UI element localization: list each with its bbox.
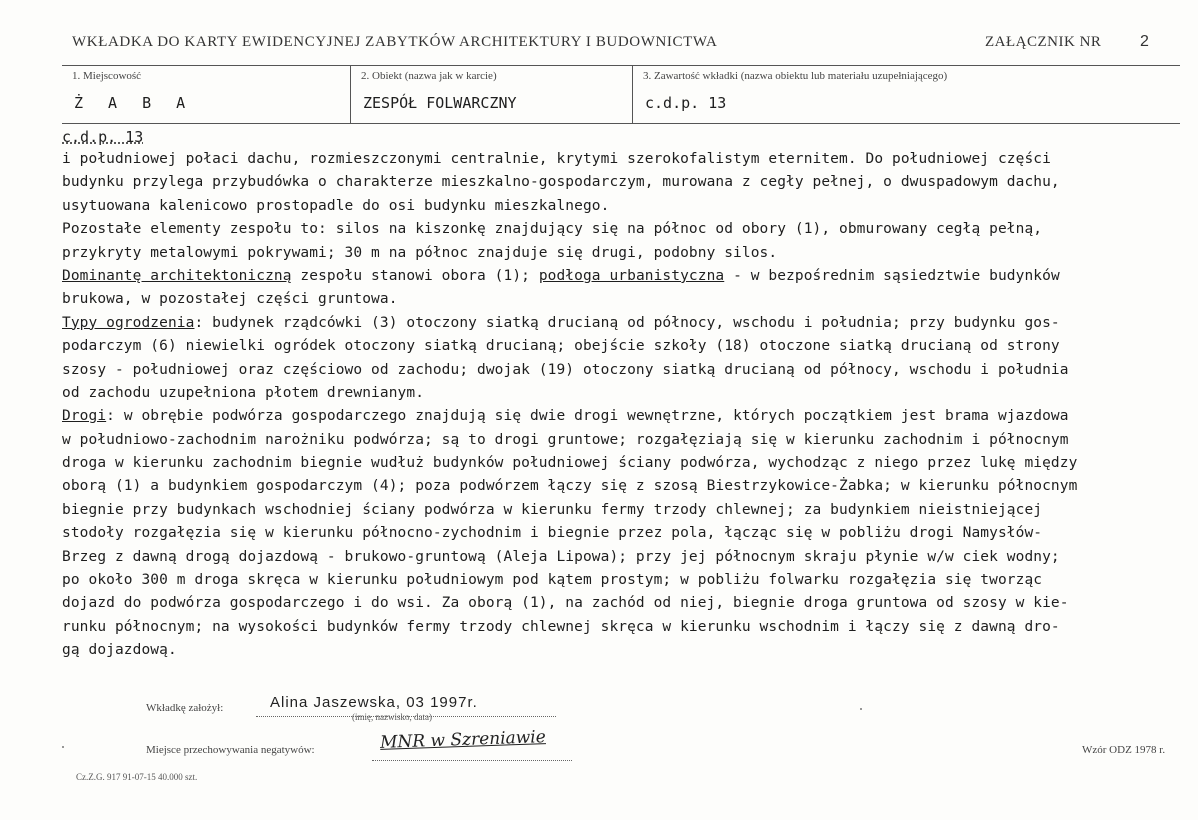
field-object-value: ZESPÓŁ FOLWARCZNY: [363, 94, 517, 112]
author-hint: (imię, nazwisko, data): [352, 712, 432, 722]
body-line: od zachodu uzupełniona płotem drewnianym.: [62, 384, 425, 401]
negatives-value: MNR w Szreniawie: [379, 727, 547, 753]
form-code: Wzór ODZ 1978 r.: [1082, 744, 1166, 756]
heading-fences: Typy ogrodzenia: [62, 314, 195, 331]
annex-number: 2: [1140, 33, 1149, 50]
continuation-reference: c.d.p. 13: [62, 128, 144, 146]
document-body: [62, 148, 1190, 663]
body-line: i południowej połaci dachu, rozmieszczonymi centralnie, krytymi szerokofalistym eternitem. Do południowej części: [62, 151, 1051, 167]
body-line: gą dojazdową.: [62, 642, 177, 659]
negatives-label: Miejsce przechowywania negatywów:: [146, 744, 315, 756]
body-line: [62, 265, 1190, 288]
body-line: podarczym (6) niewielki ogródek otoczony siatką drucianą; obejście szkoły (18) otoczone siatką drucianą od strony: [62, 338, 1060, 355]
body-line: [62, 405, 1190, 428]
body-line: brukowa, w pozostałej części gruntowa.: [62, 291, 398, 308]
field-location-label: 1. Miejscowość: [72, 70, 142, 82]
annex-label: ZAŁĄCZNIK NR: [985, 34, 1102, 50]
body-line: biegnie przy budynkach wschodniej ściany podwórza w kierunku fermy trzody chlewnej; za budynkiem nieistniejącej: [62, 501, 1043, 518]
body-line: droga w kierunku zachodnim biegnie wudłuż budynków południowej ściany podwórza, wychodząc z niego przez lukę między: [62, 455, 1078, 472]
body-line: dojazd do podwórza gospodarczego i do wsi. Za oborą (1), na zachód od niej, biegnie droga gruntowa od szosy w kie-: [62, 595, 1069, 612]
body-line: stodoły rozgałęzia się w kierunku północno-zychodnim i biegnie przez pola, łącząc się w pobliżu drogi Namysłów-: [62, 525, 1043, 542]
body-text-run: - w bezpośrednim sąsiedztwie budynków: [724, 267, 1060, 284]
field-contents-label: 3. Zawartość wkładki (nazwa obiektu lub materiału uzupełniającego): [643, 70, 948, 82]
body-line: Pozostałe elementy zespołu to: silos na kiszonkę znajdujący się na północ od obory (1), obmurowany cegłą pełną,: [62, 221, 1043, 238]
field-location-value: Ż A B A: [74, 94, 194, 112]
field-object-label: 2. Obiekt (nazwa jak w karcie): [361, 70, 497, 82]
paper-speck: [62, 746, 64, 748]
form-title: WKŁADKA DO KARTY EWIDENCYJNEJ ZABYTKÓW ARCHITEKTURY I BUDOWNICTWA: [72, 34, 718, 50]
heading-urban-floor: podłoga urbanistyczna: [538, 267, 725, 284]
body-line: po około 300 m droga skręca w kierunku południowym pod kątem prostym; w pobliżu folwarku rozgałęzia się tworząc: [62, 572, 1043, 589]
field-contents: [632, 66, 1181, 123]
body-line: [62, 312, 1190, 335]
print-code: Cz.Z.G. 917 91-07-15 40.000 szt.: [76, 772, 198, 782]
heading-roads: Drogi: [62, 408, 107, 425]
body-text-run: zespołu stanowi obora (1);: [291, 267, 539, 284]
body-line: przykryty metalowymi pokrywami; 30 m na północ znajduje się drugi, podobny silos.: [62, 244, 778, 261]
heading-dominant: Dominantę architektoniczną: [62, 267, 292, 284]
body-text-run: : w obrębie podwórza gospodarczego znajdują się dwie drogi wewnętrzne, których początkiem jest brama wjazdowa: [106, 408, 1069, 425]
paper-speck: [860, 708, 862, 710]
body-text-run: : budynek rządcówki (3) otoczony siatką drucianą od północy, wschodu i południa; przy budynku gos-: [194, 314, 1060, 331]
field-object: [350, 66, 633, 123]
body-line: runku północnym; na wysokości budynków fermy trzody chlewnej skręca w kierunku wschodnim i łączy się z dawną dro-: [62, 618, 1060, 635]
body-line: Brzeg z dawną drogą dojazdową - brukowo-gruntową (Aleja Lipowa); przy jej północnym skraju płynie w/w ciek wodny;: [62, 548, 1060, 565]
body-line: budynku przylega przybudówka o charakterze mieszkalno-gospodarczym, murowana z cegły pełnej, o dwuspadowym dachu,: [62, 174, 1060, 191]
info-fields-row: [62, 65, 1180, 124]
author-label: Wkładkę założył:: [146, 702, 224, 714]
body-line: usytuowana kalenicowo prostopadle do osi budynku mieszkalnego.: [62, 197, 610, 214]
author-value: Alina Jaszewska, 03 1997r.: [270, 694, 478, 711]
body-line: szosy - południowej oraz częściowo od zachodu; dwojak (19) otoczony siatką drucianą od północy, wschodu i południa: [62, 361, 1069, 378]
body-line: w południowo-zachodnim narożniku podwórza; są to drogi gruntowe; rozgałęziają się w kierunku zachodnim i północnym: [62, 431, 1069, 448]
field-contents-value: c.d.p. 13: [645, 94, 727, 112]
negatives-dotted-line: [372, 760, 572, 761]
body-line: oborą (1) a budynkiem gospodarczym (4); poza podwórzem łączy się z szosą Biestrzykowice-Żabka; w kierunku północnym: [62, 478, 1078, 495]
field-location: [62, 66, 350, 123]
